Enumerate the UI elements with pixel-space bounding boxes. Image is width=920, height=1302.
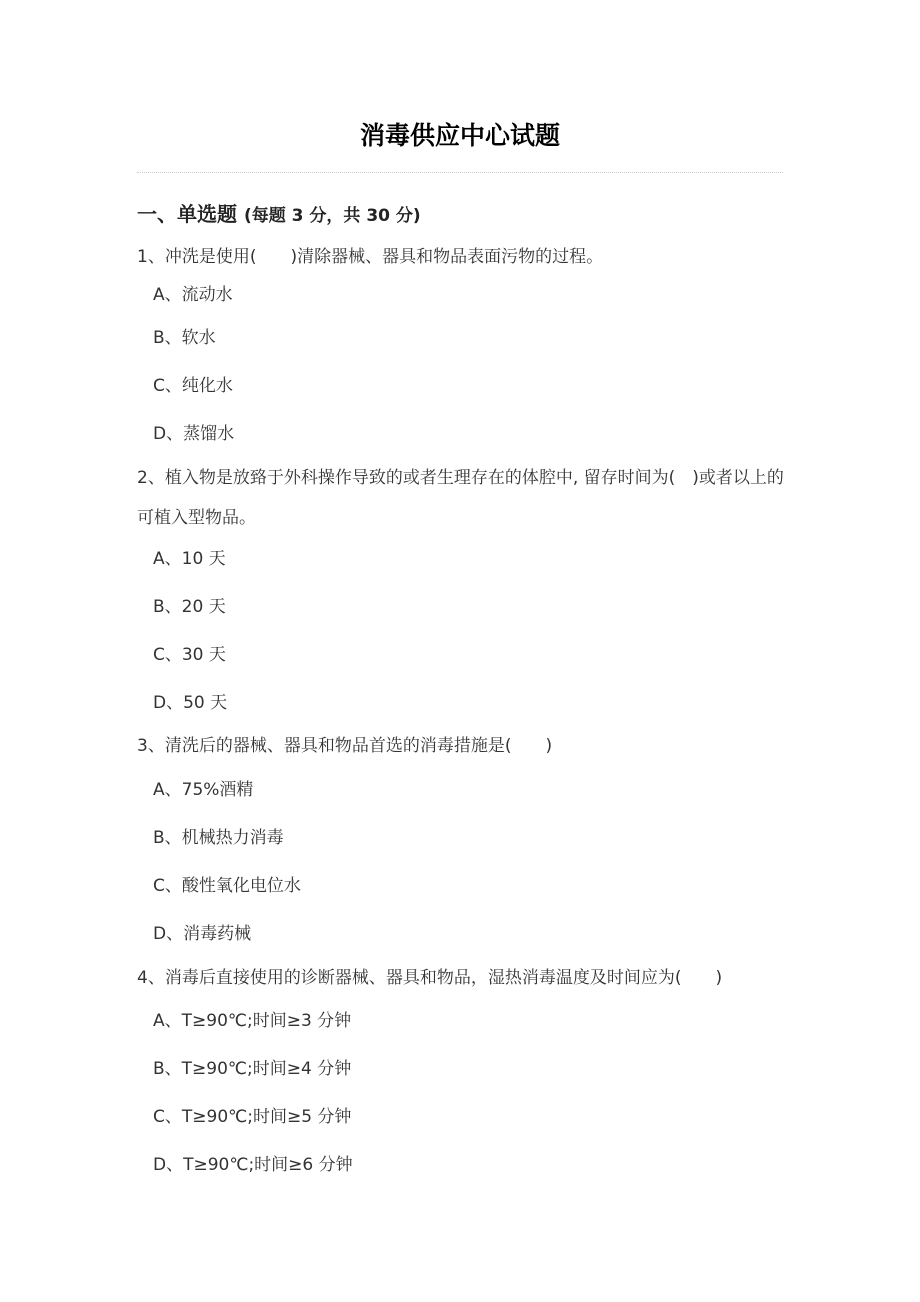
question-1-option-d: D、蒸馏水 [153,424,235,444]
question-3: 3、清洗后的器械、器具和物品首选的消毒措施是( ) [137,736,553,756]
document-title: 消毒供应中心试题 [359,121,560,150]
question-4-option-d: D、T≥90℃;时间≥6 分钟 [153,1155,353,1175]
question-1-option-b: B、软水 [153,328,216,348]
question-3-option-b: B、机械热力消毒 [153,828,284,848]
question-3-option-c: C、酸性氧化电位水 [153,876,301,896]
question-2-option-c: C、30 天 [153,645,226,665]
title-divider [137,172,783,173]
question-1-option-c: C、纯化水 [153,376,233,396]
question-4-option-c: C、T≥90℃;时间≥5 分钟 [153,1107,352,1127]
question-4-option-b: B、T≥90℃;时间≥4 分钟 [153,1059,352,1079]
question-2-option-b: B、20 天 [153,597,226,617]
section-heading [137,198,421,232]
question-4-option-a: A、T≥90℃;时间≥3 分钟 [153,1011,352,1031]
question-3-option-a: A、75%酒精 [153,780,254,800]
section-heading-note: (每题 3 分，共 30 分) [243,206,421,226]
question-1: 1、冲洗是使用( )清除器械、器具和物品表面污物的过程。 [137,247,604,267]
section-heading-label: 一、单选题 [137,202,237,226]
question-2-option-a: A、10 天 [153,549,226,569]
question-2: 2、植入物是放臵于外科操作导致的或者生理存在的体腔中, 留存时间为( )或者以上的可植入型物品。 [137,468,784,528]
question-4: 4、消毒后直接使用的诊断器械、器具和物品，湿热消毒温度及时间应为( ) [137,968,723,988]
question-1-option-a: A、流动水 [153,285,233,305]
question-2-option-d: D、50 天 [153,693,228,713]
question-3-option-d: D、消毒药械 [153,924,252,944]
